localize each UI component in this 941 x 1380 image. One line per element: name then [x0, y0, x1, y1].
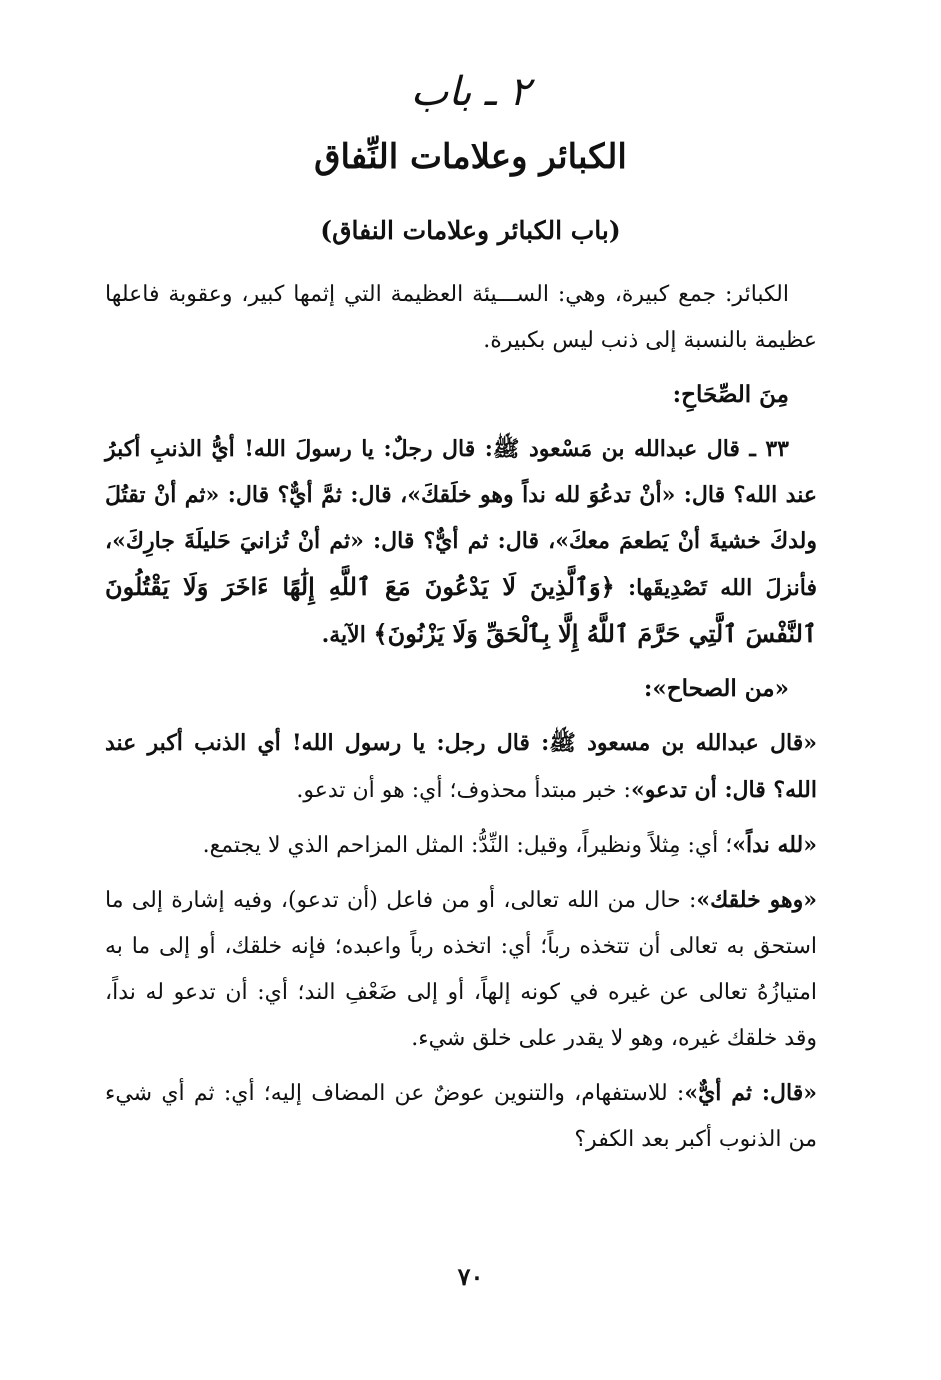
page-body: [105, 272, 817, 1171]
commentary-paragraph-4: [105, 1070, 817, 1163]
quoted-text: «قال عبدالله بن مسعود ﷺ: قال رجل: يا رسول الله! أي الذنب أكبر عند الله؟ قال: أن تدعو»: [105, 730, 817, 803]
commentary-paragraph-3: [105, 877, 817, 1062]
quoted-text: «وهو خلقك»: [696, 887, 817, 913]
section-subtitle: (باب الكبائر وعلامات النفاق): [320, 216, 621, 245]
commentary-text: ؛ أي: مِثلاً ونظيراً، وقيل: النِّدُّ: المثل المزاحم الذي لا يجتمع.: [202, 833, 733, 858]
hadith-paragraph: [105, 426, 817, 658]
commentary-heading: «من الصحاح»:: [643, 675, 789, 702]
page-number: ٧٠: [457, 1262, 484, 1291]
hadith-text: ٣٣ ـ قال عبدالله بن مَسْعود ﷺ: قال رجلٌ: يا رسولَ الله! أيُّ الذنبِ أكبرُ عند الله؟ قال: «أنْ تدعُوَ لله نداً وهو خلَقكَ»، قال: ثمَّ أيٌّ؟ قال: «ثم أنْ تقتُلَ ولدكَ خشيةَ أنْ يَطعمَ معكَ»، قال: ثم أيٌّ؟ قال: «ثم أنْ تُزانيَ حَليلَةَ جارِكَ»، فأنزلَ الله تَصْدِيقَها:: [105, 436, 817, 601]
definition-paragraph: الكبائر: جمع كبيرة، وهي: الســـيئة العظيمة التي إثمها كبير، وعقوبة فاعلها عظيمة بالنسبة إلى ذنب ليس بكبيرة.: [105, 282, 817, 353]
quoted-text: «قال: ثم أيٌّ»: [684, 1080, 817, 1106]
commentary-text: : للاستفهام، والتنوين عوضٌ عن المضاف إليه؛ أي: ثم أي شيء من الذنوب أكبر بعد الكفر؟: [105, 1081, 817, 1152]
commentary-text: : خبر مبتدأ محذوف؛ أي: هو أن تدعو.: [296, 778, 631, 803]
section-heading-sahih: مِنَ الصِّحَاحِ:: [672, 381, 789, 408]
chapter-title: الكبائر وعلامات النِّفاق: [314, 137, 627, 177]
chapter-heading: ٢ ـ باب: [410, 69, 531, 115]
commentary-paragraph-2: [105, 822, 817, 869]
hadith-end: الآية.: [321, 622, 366, 648]
commentary-paragraph-1: [105, 720, 817, 814]
commentary-text: : حال من الله تعالى، أو من فاعل (أن تدعو)، وفيه إشارة إلى ما استحق به تعالى أن تتخذه رباً؛ أي: اتخذه رباً واعبده؛ فإنه خلقك، أو إلى ما به امتيازُهُ تعالى عن غيره في كونه إلهاً، أو إلى ضَعْفِ الند؛ أي: أن تدعو له نداً، وقد خلقك غيره، وهو لا يقدر على خلق شيء.: [105, 888, 817, 1051]
quran-verse: ﴿وَٱلَّذِينَ لَا يَدْعُونَ مَعَ ٱللَّهِ إِلَٰهًا ءَاخَرَ وَلَا يَقْتُلُونَ ٱلنَّفْسَ ٱلَّتِي حَرَّمَ ٱللَّهُ إِلَّا بِٱلْحَقِّ وَلَا يَزْنُونَ﴾: [105, 572, 817, 648]
quoted-text: «لله نداً»: [732, 832, 817, 858]
